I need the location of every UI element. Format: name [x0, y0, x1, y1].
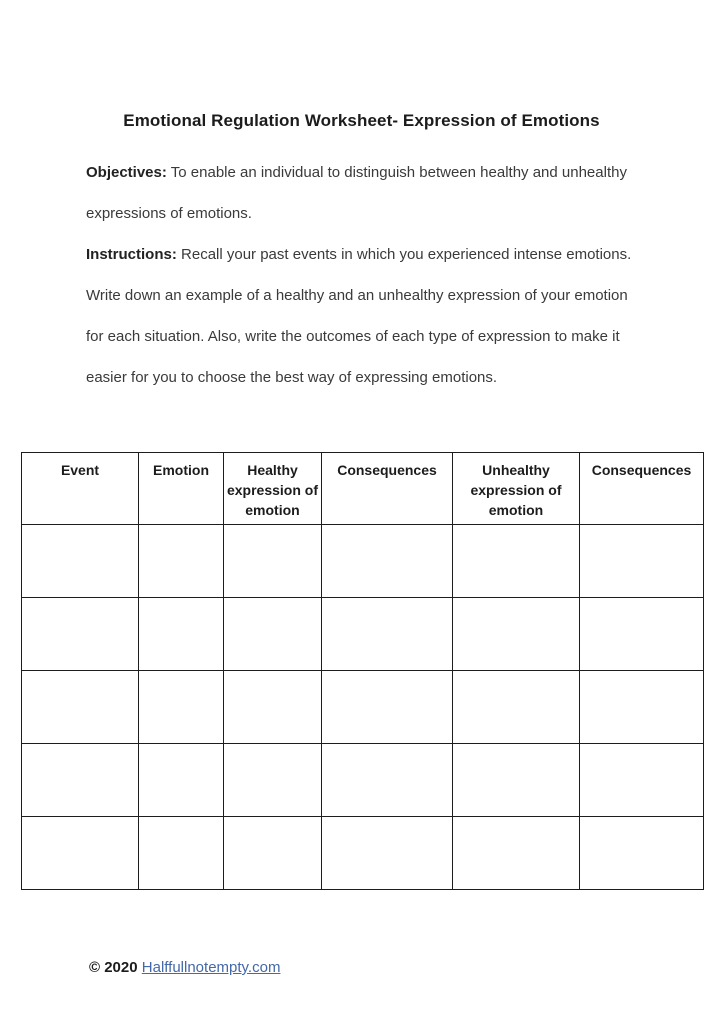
table-cell [580, 598, 704, 671]
table-cell [322, 671, 453, 744]
intro-text-block [86, 152, 634, 398]
objectives-label: Objectives: [86, 164, 167, 181]
table-row [22, 671, 704, 744]
table-cell [580, 671, 704, 744]
table-cell [224, 817, 322, 890]
table-cell [22, 598, 139, 671]
table-cell [322, 744, 453, 817]
instructions-text: Recall your past events in which you experienced intense emotions. Write down an example of a healthy and an unhealthy expression of your emotion for each situation. Also, write the outcomes of each type of expression to make it easier for you to choose the best way of expressing emotions. [86, 246, 632, 386]
table-row [22, 744, 704, 817]
table-cell [139, 598, 224, 671]
table-cell [453, 525, 580, 598]
table-cell [580, 744, 704, 817]
table-header-row [22, 453, 704, 525]
table-cell [453, 671, 580, 744]
table-cell [22, 817, 139, 890]
table-cell [453, 598, 580, 671]
table-cell [580, 817, 704, 890]
table-cell [224, 671, 322, 744]
instructions-label: Instructions: [86, 246, 177, 263]
column-header-consequences-2: Consequences [580, 453, 704, 525]
table-cell [22, 671, 139, 744]
website-link[interactable]: Halffullnotempty.com [141, 959, 281, 976]
table-cell [22, 525, 139, 598]
table-cell [224, 598, 322, 671]
page-title: Emotional Regulation Worksheet- Expression of Emotions [123, 111, 600, 130]
table-row [22, 525, 704, 598]
table-cell [224, 744, 322, 817]
column-header-healthy-expression: Healthy expression of emotion [224, 453, 322, 525]
worksheet-table [21, 452, 704, 890]
table-cell [322, 598, 453, 671]
table-cell [322, 525, 453, 598]
objectives-paragraph [86, 152, 634, 234]
table-cell [139, 817, 224, 890]
column-header-consequences-1: Consequences [322, 453, 453, 525]
column-header-event: Event [22, 453, 139, 525]
table-cell [580, 525, 704, 598]
instructions-paragraph [86, 234, 634, 398]
table-cell [139, 525, 224, 598]
copyright-text: © 2020 [89, 959, 138, 976]
table-row [22, 598, 704, 671]
table-cell [22, 744, 139, 817]
table-cell [139, 744, 224, 817]
table-cell [139, 671, 224, 744]
objectives-text: To enable an individual to distinguish between healthy and unhealthy expressions of emotions. [86, 164, 627, 222]
table-cell [224, 525, 322, 598]
footer [89, 959, 280, 976]
table-row [22, 817, 704, 890]
column-header-unhealthy-expression: Unhealthy expression of emotion [453, 453, 580, 525]
table-cell [453, 744, 580, 817]
table-cell [453, 817, 580, 890]
column-header-emotion: Emotion [139, 453, 224, 525]
table-cell [322, 817, 453, 890]
